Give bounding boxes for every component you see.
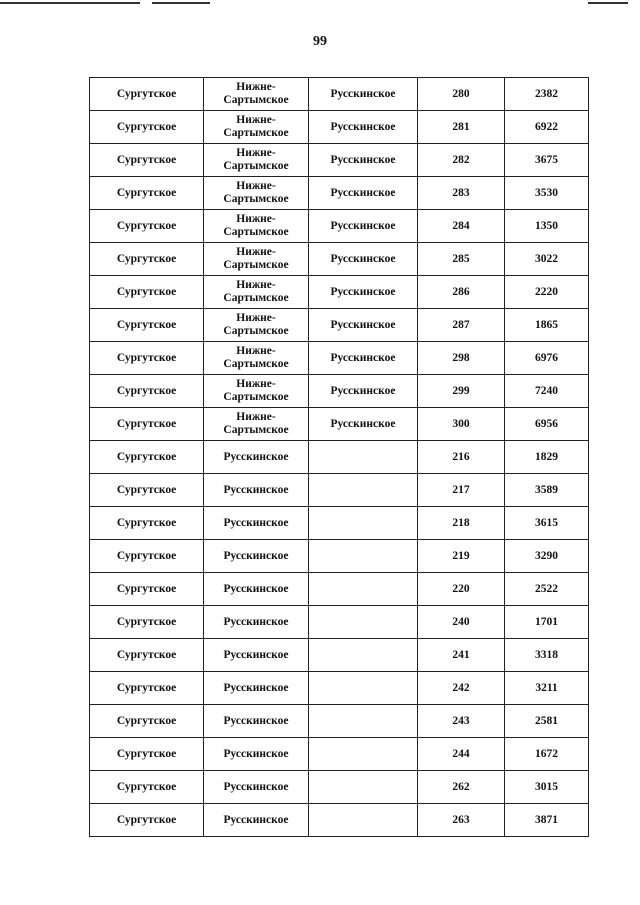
cell-value: 2382 (505, 78, 589, 111)
cell-field: Сургутское (90, 639, 204, 672)
cell-well-number: 282 (418, 144, 505, 177)
cell-license: Русскинское (309, 375, 418, 408)
table-row (90, 144, 589, 177)
cell-area: Русскинское (204, 639, 309, 672)
cell-value: 3290 (505, 540, 589, 573)
cell-license (309, 738, 418, 771)
cell-value: 6976 (505, 342, 589, 375)
cell-value: 3211 (505, 672, 589, 705)
cell-field: Сургутское (90, 78, 204, 111)
cell-license: Русскинское (309, 210, 418, 243)
cell-field: Сургутское (90, 474, 204, 507)
cell-well-number: 218 (418, 507, 505, 540)
table-body (90, 78, 589, 837)
cell-area: Нижне-Сартымское (204, 243, 309, 276)
cell-area: Русскинское (204, 573, 309, 606)
table-row (90, 441, 589, 474)
cell-field: Сургутское (90, 540, 204, 573)
cell-area: Нижне-Сартымское (204, 210, 309, 243)
cell-license (309, 771, 418, 804)
cell-field: Сургутское (90, 342, 204, 375)
cell-area: Нижне-Сартымское (204, 78, 309, 111)
cell-license (309, 606, 418, 639)
table-row (90, 210, 589, 243)
cell-well-number: 216 (418, 441, 505, 474)
cell-license: Русскинское (309, 78, 418, 111)
cell-area: Нижне-Сартымское (204, 309, 309, 342)
cell-value: 3615 (505, 507, 589, 540)
cell-field: Сургутское (90, 738, 204, 771)
cell-area: Нижне-Сартымское (204, 342, 309, 375)
table-row (90, 672, 589, 705)
cell-value: 1829 (505, 441, 589, 474)
cell-well-number: 217 (418, 474, 505, 507)
cell-area: Русскинское (204, 705, 309, 738)
cell-field: Сургутское (90, 111, 204, 144)
cell-well-number: 220 (418, 573, 505, 606)
cell-license: Русскинское (309, 144, 418, 177)
cell-field: Сургутское (90, 309, 204, 342)
cell-field: Сургутское (90, 210, 204, 243)
cell-field: Сургутское (90, 144, 204, 177)
cell-well-number: 287 (418, 309, 505, 342)
cell-field: Сургутское (90, 441, 204, 474)
cell-license: Русскинское (309, 408, 418, 441)
data-table (89, 77, 589, 837)
cell-field: Сургутское (90, 705, 204, 738)
cell-well-number: 243 (418, 705, 505, 738)
cell-area: Нижне-Сартымское (204, 408, 309, 441)
cell-value: 2581 (505, 705, 589, 738)
table-row (90, 771, 589, 804)
cell-license (309, 474, 418, 507)
cell-well-number: 281 (418, 111, 505, 144)
cell-area: Русскинское (204, 738, 309, 771)
cell-area: Русскинское (204, 540, 309, 573)
cell-field: Сургутское (90, 408, 204, 441)
table-row (90, 705, 589, 738)
table-row (90, 573, 589, 606)
cell-value: 3318 (505, 639, 589, 672)
table-row (90, 804, 589, 837)
table-row (90, 507, 589, 540)
cell-area: Нижне-Сартымское (204, 276, 309, 309)
table-row (90, 738, 589, 771)
cell-well-number: 240 (418, 606, 505, 639)
cell-license: Русскинское (309, 243, 418, 276)
top-rule-left (0, 2, 140, 4)
cell-field: Сургутское (90, 672, 204, 705)
cell-area: Русскинское (204, 441, 309, 474)
cell-well-number: 263 (418, 804, 505, 837)
cell-value: 3530 (505, 177, 589, 210)
cell-license: Русскинское (309, 276, 418, 309)
cell-value: 3589 (505, 474, 589, 507)
cell-value: 1701 (505, 606, 589, 639)
cell-value: 3675 (505, 144, 589, 177)
cell-field: Сургутское (90, 573, 204, 606)
table-row (90, 177, 589, 210)
cell-license: Русскинское (309, 309, 418, 342)
cell-license (309, 705, 418, 738)
cell-field: Сургутское (90, 243, 204, 276)
table-row (90, 540, 589, 573)
cell-license (309, 540, 418, 573)
cell-field: Сургутское (90, 177, 204, 210)
cell-field: Сургутское (90, 804, 204, 837)
cell-field: Сургутское (90, 771, 204, 804)
cell-well-number: 283 (418, 177, 505, 210)
cell-area: Русскинское (204, 474, 309, 507)
cell-value: 3022 (505, 243, 589, 276)
table-row (90, 243, 589, 276)
cell-license (309, 573, 418, 606)
cell-area: Русскинское (204, 672, 309, 705)
cell-value: 1865 (505, 309, 589, 342)
cell-area: Русскинское (204, 507, 309, 540)
cell-well-number: 298 (418, 342, 505, 375)
cell-well-number: 299 (418, 375, 505, 408)
table-row (90, 408, 589, 441)
cell-license (309, 639, 418, 672)
cell-field: Сургутское (90, 276, 204, 309)
cell-license: Русскинское (309, 342, 418, 375)
cell-license (309, 672, 418, 705)
top-rule-right (588, 2, 628, 4)
cell-license (309, 507, 418, 540)
cell-field: Сургутское (90, 507, 204, 540)
cell-value: 6922 (505, 111, 589, 144)
page-number: 99 (313, 34, 327, 49)
cell-license: Русскинское (309, 177, 418, 210)
table-row (90, 639, 589, 672)
cell-license (309, 441, 418, 474)
cell-well-number: 286 (418, 276, 505, 309)
cell-value: 3871 (505, 804, 589, 837)
table-row (90, 474, 589, 507)
cell-value: 1672 (505, 738, 589, 771)
cell-well-number: 285 (418, 243, 505, 276)
cell-well-number: 242 (418, 672, 505, 705)
table-row (90, 342, 589, 375)
cell-well-number: 244 (418, 738, 505, 771)
table-row (90, 78, 589, 111)
cell-field: Сургутское (90, 606, 204, 639)
cell-well-number: 284 (418, 210, 505, 243)
cell-value: 3015 (505, 771, 589, 804)
cell-license (309, 804, 418, 837)
cell-well-number: 219 (418, 540, 505, 573)
cell-license: Русскинское (309, 111, 418, 144)
cell-value: 2522 (505, 573, 589, 606)
cell-value: 1350 (505, 210, 589, 243)
top-rule-middle (152, 2, 210, 4)
cell-well-number: 280 (418, 78, 505, 111)
table-row (90, 309, 589, 342)
table-row (90, 606, 589, 639)
table-row (90, 276, 589, 309)
cell-area: Русскинское (204, 771, 309, 804)
cell-area: Русскинское (204, 606, 309, 639)
cell-well-number: 241 (418, 639, 505, 672)
table-row (90, 375, 589, 408)
cell-area: Русскинское (204, 804, 309, 837)
cell-area: Нижне-Сартымское (204, 144, 309, 177)
cell-value: 6956 (505, 408, 589, 441)
cell-well-number: 300 (418, 408, 505, 441)
cell-field: Сургутское (90, 375, 204, 408)
cell-value: 2220 (505, 276, 589, 309)
cell-area: Нижне-Сартымское (204, 177, 309, 210)
cell-value: 7240 (505, 375, 589, 408)
cell-well-number: 262 (418, 771, 505, 804)
table-row (90, 111, 589, 144)
cell-area: Нижне-Сартымское (204, 111, 309, 144)
cell-area: Нижне-Сартымское (204, 375, 309, 408)
